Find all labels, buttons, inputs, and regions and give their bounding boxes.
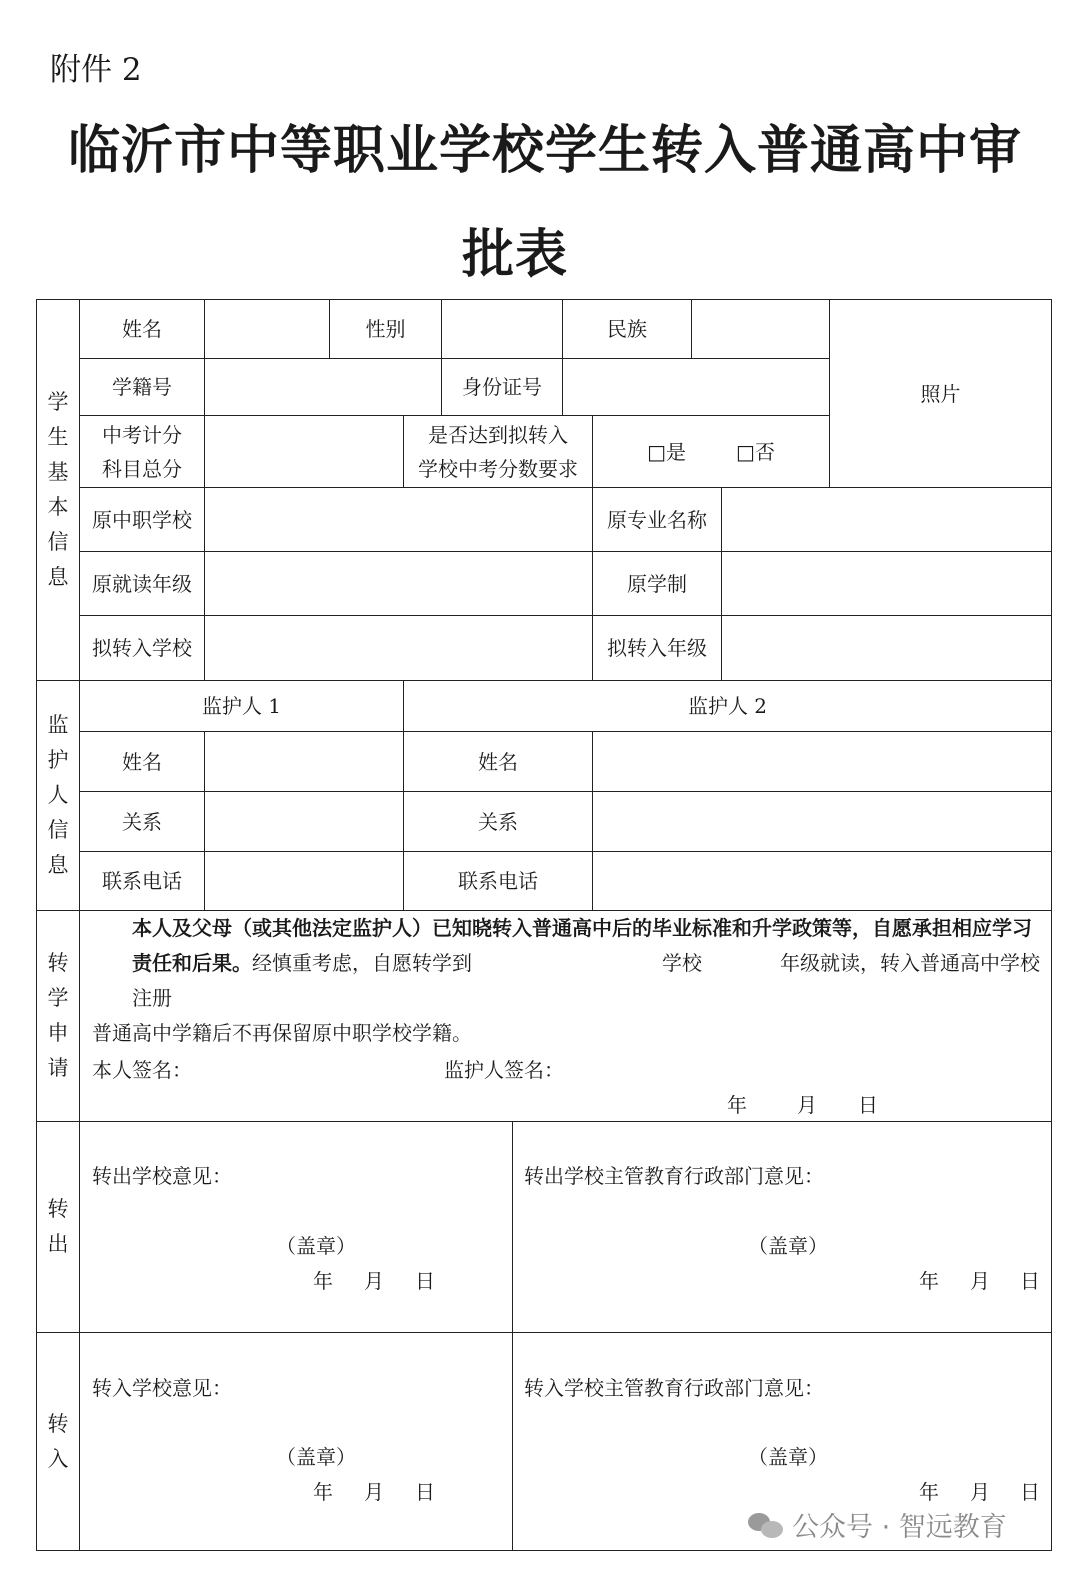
application-section-label — [36, 910, 80, 1122]
out-dept-opinion-label: 转出学校主管教育行政部门意见： — [524, 1164, 824, 1188]
section-label-char: 转 — [47, 1197, 69, 1221]
orig-major-field[interactable] — [721, 487, 1052, 552]
attachment-label: 附件 2 — [50, 52, 142, 88]
section-label-char: 学 — [47, 390, 69, 414]
app-year: 年 — [727, 1093, 747, 1117]
in-school-year: 年 — [313, 1480, 333, 1504]
label-orig-school: 原中职学校 — [79, 487, 205, 552]
out-school-opinion-label: 转出学校意见： — [92, 1164, 232, 1188]
in-school-month: 月 — [364, 1480, 384, 1504]
out-school-opinion-box[interactable] — [79, 1121, 513, 1333]
app-day: 日 — [858, 1093, 878, 1117]
section-label-char: 息 — [47, 853, 69, 877]
score-field[interactable] — [204, 415, 404, 488]
label-score-line2: 科目总分 — [102, 456, 182, 481]
label-orig-grade: 原就读年级 — [79, 551, 205, 616]
section-label-char: 学 — [47, 986, 69, 1010]
section-label-char: 出 — [47, 1232, 69, 1256]
label-orig-major: 原专业名称 — [592, 487, 722, 552]
out-school-stamp: （盖章） — [276, 1234, 356, 1258]
section-label-char: 监 — [47, 713, 69, 737]
target-grade-field[interactable] — [721, 615, 1052, 681]
out-dept-day: 日 — [1020, 1269, 1040, 1293]
g1-name-field[interactable] — [204, 731, 404, 792]
label-gender: 性别 — [329, 299, 442, 359]
label-target-school: 拟转入学校 — [79, 615, 205, 681]
section-label-char: 转 — [47, 951, 69, 975]
in-dept-day: 日 — [1020, 1480, 1040, 1504]
guardian1-header: 监护人 1 — [79, 680, 404, 732]
g1-relation-field[interactable] — [204, 791, 404, 852]
section-label-char: 生 — [47, 425, 69, 449]
g2-label-phone: 联系电话 — [403, 851, 593, 911]
section-label-char: 转 — [47, 1411, 69, 1436]
out-dept-month: 月 — [970, 1269, 990, 1293]
label-orig-system: 原学制 — [592, 551, 722, 616]
g1-label-phone: 联系电话 — [79, 851, 205, 911]
application-text-school: 学校 — [662, 951, 702, 975]
in-dept-month: 月 — [970, 1480, 990, 1504]
application-text-a: 经慎重考虑，自愿转学到 — [252, 951, 472, 975]
self-signature-label: 本人签名： — [92, 1058, 192, 1082]
meet-requirement-options — [592, 415, 830, 488]
g2-label-relation: 关系 — [403, 791, 593, 852]
orig-system-field[interactable] — [721, 551, 1052, 616]
no-checkbox[interactable]: □否 — [736, 439, 775, 464]
label-score — [79, 415, 205, 488]
transfer-out-section-label — [36, 1121, 80, 1333]
section-label-char: 申 — [47, 1021, 69, 1045]
form-title-line1: 临沂市中等职业学校学生转入普通高中审 — [68, 120, 1023, 181]
in-school-stamp: （盖章） — [276, 1445, 356, 1469]
label-name: 姓名 — [79, 299, 205, 359]
student-section-label — [36, 299, 80, 681]
id-number-field[interactable] — [562, 358, 830, 416]
in-dept-stamp: （盖章） — [748, 1445, 828, 1469]
section-label-char: 人 — [47, 783, 69, 807]
ethnicity-field[interactable] — [691, 299, 830, 359]
section-label-char: 信 — [47, 530, 69, 554]
target-school-field[interactable] — [204, 615, 593, 681]
in-school-day: 日 — [415, 1480, 435, 1504]
name-field[interactable] — [204, 299, 330, 359]
orig-school-field[interactable] — [204, 487, 593, 552]
label-target-grade: 拟转入年级 — [592, 615, 722, 681]
in-dept-year: 年 — [919, 1480, 939, 1504]
transfer-in-section-label — [36, 1332, 80, 1551]
g2-name-field[interactable] — [592, 731, 1052, 792]
gender-field[interactable] — [441, 299, 563, 359]
out-school-month: 月 — [364, 1269, 384, 1293]
section-label-char: 入 — [47, 1446, 69, 1471]
section-label-char: 护 — [47, 748, 69, 772]
section-label-char: 请 — [47, 1056, 69, 1080]
g1-label-name: 姓名 — [79, 731, 205, 792]
label-student-id: 学籍号 — [79, 358, 205, 416]
app-month: 月 — [797, 1093, 817, 1117]
photo-box[interactable]: 照片 — [829, 299, 1052, 488]
label-meet-requirement — [403, 415, 593, 488]
g2-phone-field[interactable] — [592, 851, 1052, 911]
label-id-number: 身份证号 — [441, 358, 563, 416]
out-dept-stamp: （盖章） — [748, 1234, 828, 1258]
g1-phone-field[interactable] — [204, 851, 404, 911]
application-text-line3: 普通高中学籍后不再保留原中职学校学籍。 — [92, 1021, 472, 1045]
yes-checkbox[interactable]: □是 — [647, 439, 686, 464]
guardian-signature-label: 监护人签名： — [444, 1058, 564, 1082]
form-title-line2: 批表 — [461, 224, 568, 285]
label-meet-line1: 是否达到拟转入 — [428, 422, 568, 447]
orig-grade-field[interactable] — [204, 551, 593, 616]
student-id-field[interactable] — [204, 358, 442, 416]
out-school-year: 年 — [313, 1269, 333, 1293]
g2-relation-field[interactable] — [592, 791, 1052, 852]
g2-label-name: 姓名 — [403, 731, 593, 792]
watermark-text: 公众号 · 智远教育 — [792, 1512, 1007, 1543]
application-text-grade: 年级就读，转入普通高中学校注册 — [132, 951, 1040, 1010]
out-dept-year: 年 — [919, 1269, 939, 1293]
guardian-section-label — [36, 680, 80, 911]
section-label-char: 基 — [47, 460, 69, 484]
in-dept-opinion-label: 转入学校主管教育行政部门意见： — [524, 1376, 824, 1400]
guardian2-header: 监护人 2 — [403, 680, 1052, 732]
out-school-day: 日 — [415, 1269, 435, 1293]
application-statement — [92, 911, 1042, 1051]
section-label-char: 息 — [47, 565, 69, 589]
in-school-opinion-label: 转入学校意见： — [92, 1376, 232, 1400]
g1-label-relation: 关系 — [79, 791, 205, 852]
out-dept-opinion-box[interactable] — [512, 1121, 1052, 1333]
section-label-char: 本 — [47, 495, 69, 519]
application-bold-text: 本人及父母（或其他法定监护人）已知晓转入普通高中后的毕业标准和升学政策等，自愿承担相应学习责任和后果。 — [132, 916, 1032, 975]
section-label-char: 信 — [47, 818, 69, 842]
label-meet-line2: 学校中考分数要求 — [418, 456, 578, 481]
label-score-line1: 中考计分 — [102, 422, 182, 447]
label-ethnicity: 民族 — [562, 299, 692, 359]
wechat-icon — [748, 1511, 784, 1539]
watermark — [748, 1505, 1007, 1544]
